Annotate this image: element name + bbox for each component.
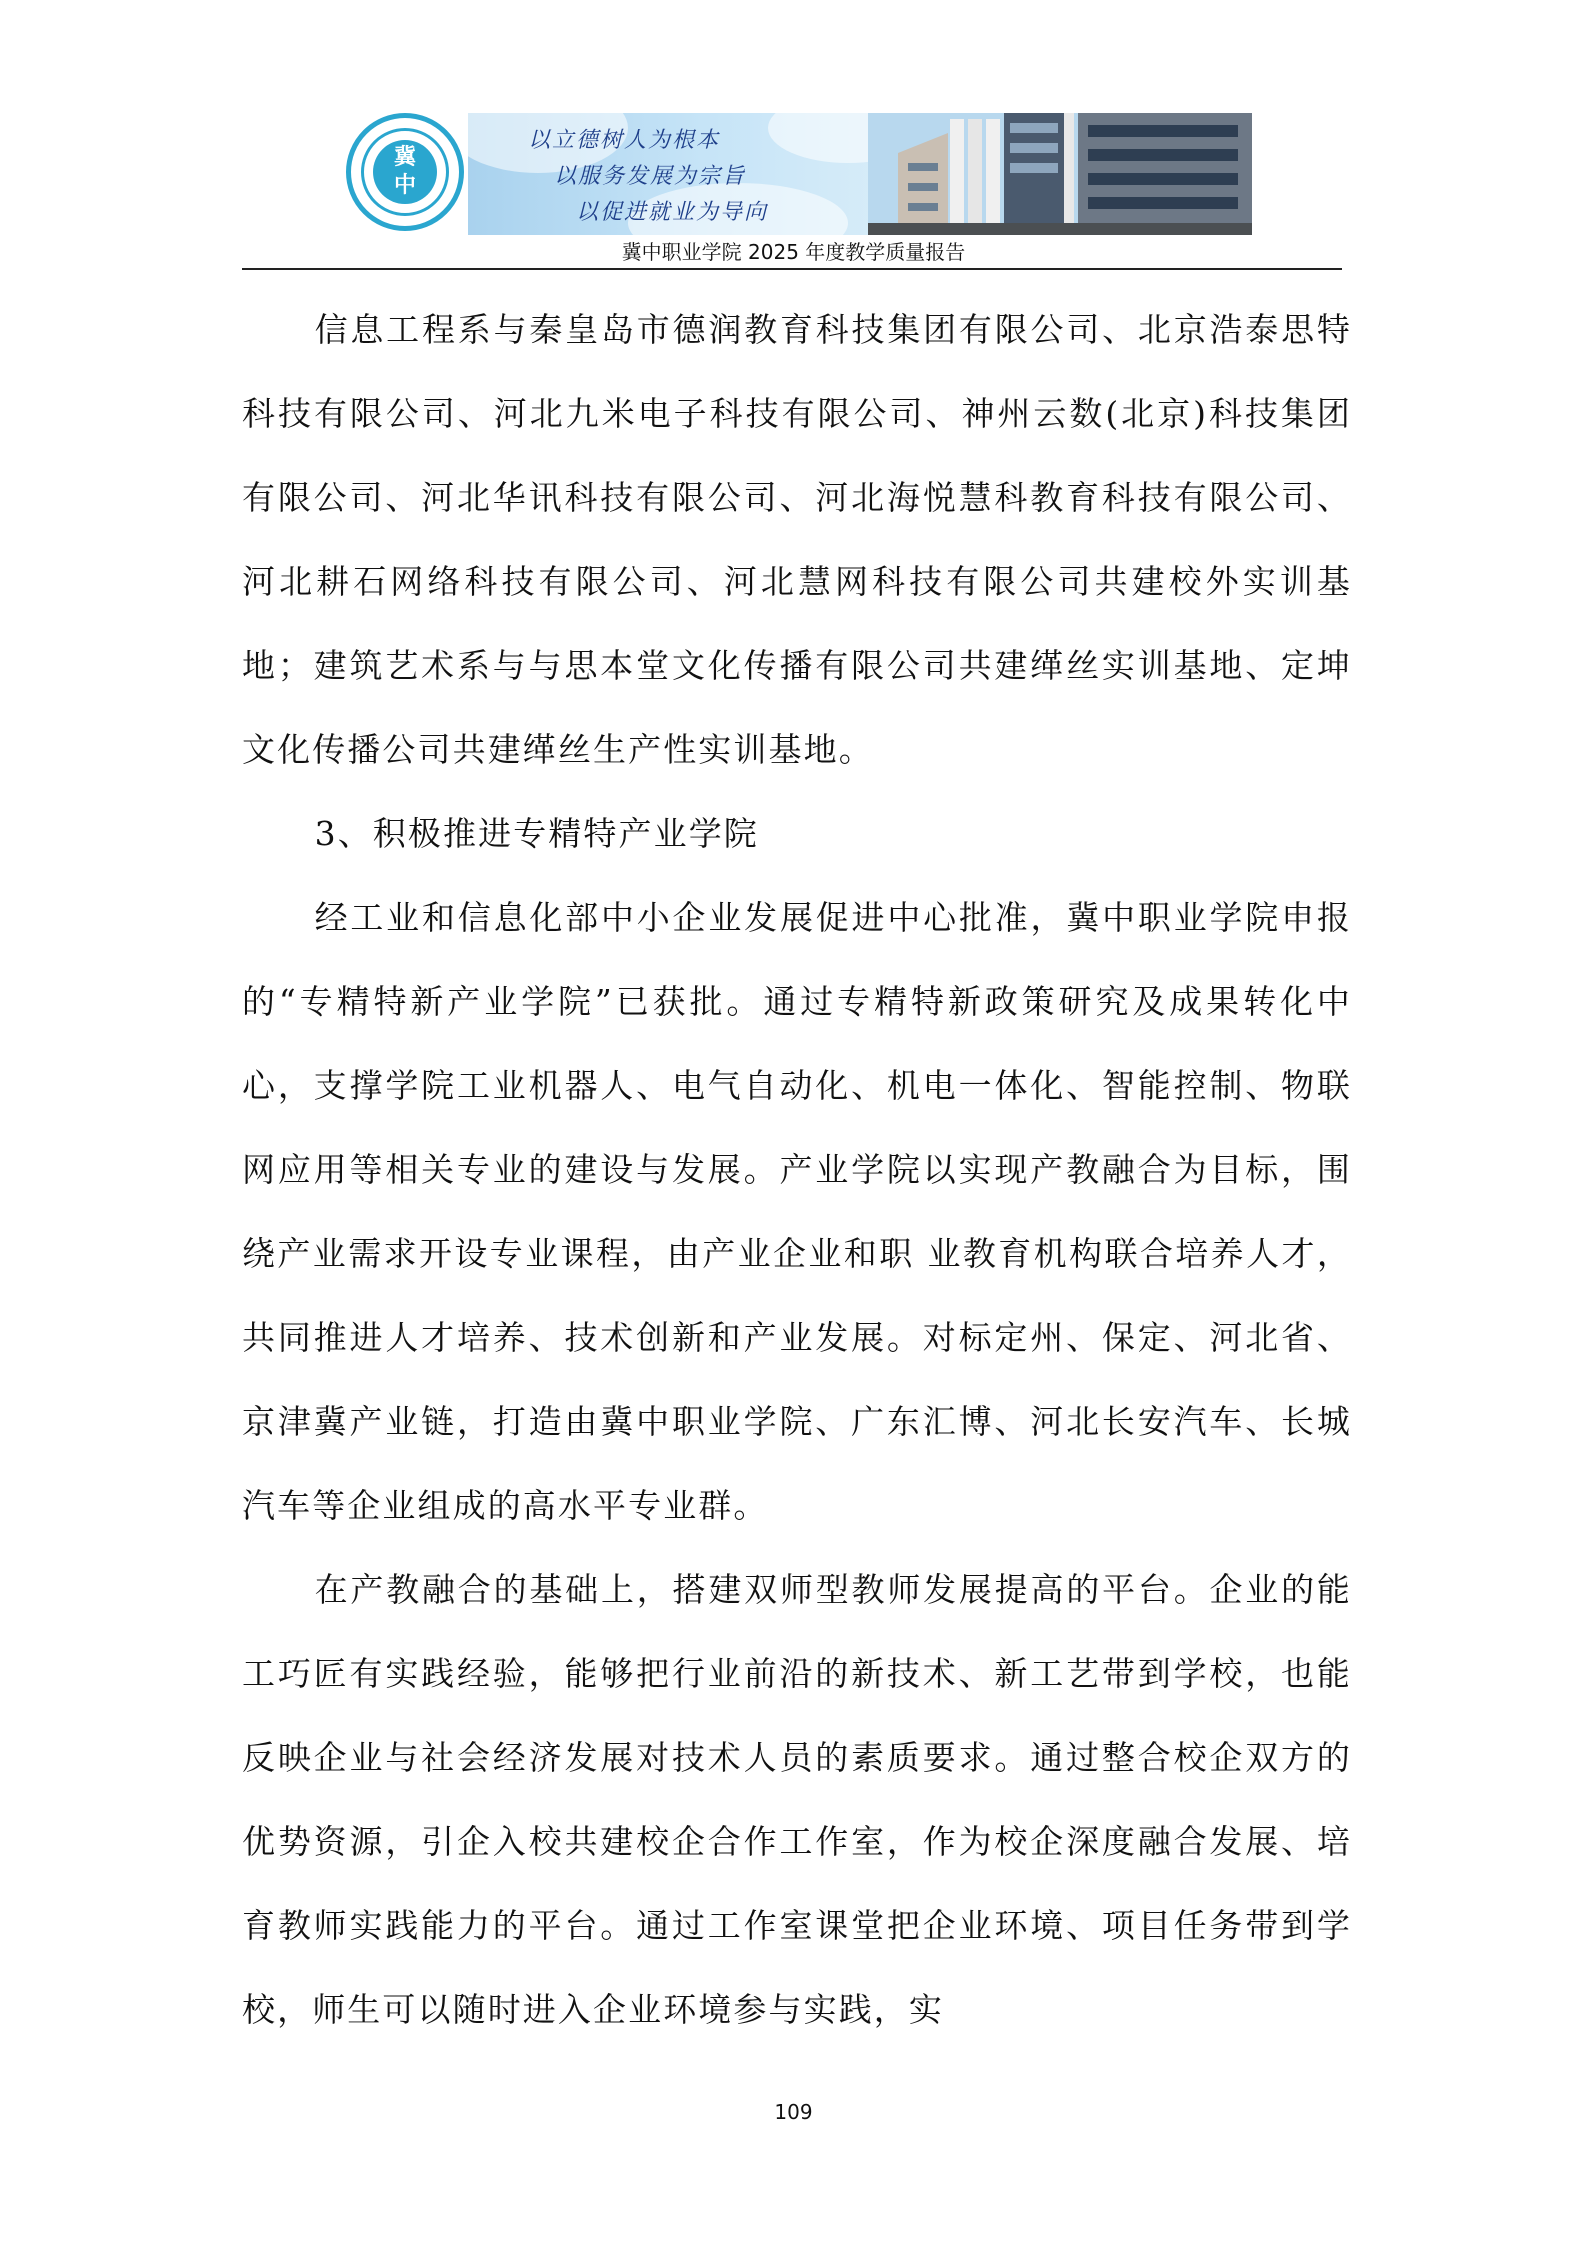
logo-char-2: 中 — [393, 173, 416, 198]
logo-char-1: 冀 — [393, 145, 416, 170]
paragraph-dual-teacher: 在产教融合的基础上，搭建双师型教师发展提高的平台。企业的能工巧匠有实践经验，能够把行业前沿的新技术、新工艺带到学校，也能反映企业与社会经济发展对技术人员的素质要求。通过整合校企双方的优势资源，引企入校共建校企合作工作室，作为校企深度融合发展、培育教师实践能力的平台。通过工作室课堂把企业环境、项目任务带到学校，师生可以随时进入企业环境参与实践，实 — [242, 1570, 1352, 2029]
main-content — [242, 288, 1352, 2052]
logo-emblem — [373, 140, 437, 204]
header-divider — [242, 268, 1342, 270]
campus-building-image — [868, 113, 1252, 235]
page-header — [0, 0, 1587, 272]
paragraph-industry-college: 经工业和信息化部中小企业发展促进中心批准，冀中职业学院申报的“专精特新产业学院”已获批。通过专精特新政策研究及成果转化中心，支撑学院工业机器人、电气自动化、机电一体化、智能控制、物联网应用等相关专业的建设与发展。产业学院以实现产教融合为目标，围绕产业需求开设专业课程，由产业企业和职 业教育机构联合培养人才，共同推进人才培养、技术创新和产业发展。对标定州、保定、河北省、京津冀产业链，打造由冀中职业学院、广东汇博、河北长安汽车、长城汽车等企业组成的高水平专业群。 — [242, 898, 1352, 1525]
slogan-1: 以立德树人为根本 — [528, 128, 721, 153]
paragraph-training-bases: 信息工程系与秦皇岛市德润教育科技集团有限公司、北京浩泰思特科技有限公司、河北九米电子科技有限公司、神州云数(北京)科技集团有限公司、河北华讯科技有限公司、河北海悦慧科教育科技有限公司、河北耕石网络科技有限公司、河北慧网科技有限公司共建校外实训基地；建筑艺术系与与思本堂文化传播有限公司共建缂丝实训基地、定坤文化传播公司共建缂丝生产性实训基地。 — [242, 310, 1352, 769]
college-logo — [346, 113, 464, 231]
page-number: 109 — [774, 2100, 813, 2124]
slogan-2: 以服务发展为宗旨 — [554, 164, 747, 189]
section-heading: 3、积极推进专精特产业学院 — [314, 814, 759, 853]
report-title: 冀中职业学院 2025 年度教学质量报告 — [621, 240, 966, 264]
slogan-3: 以促进就业为导向 — [576, 200, 769, 225]
header-banner — [468, 113, 1252, 235]
